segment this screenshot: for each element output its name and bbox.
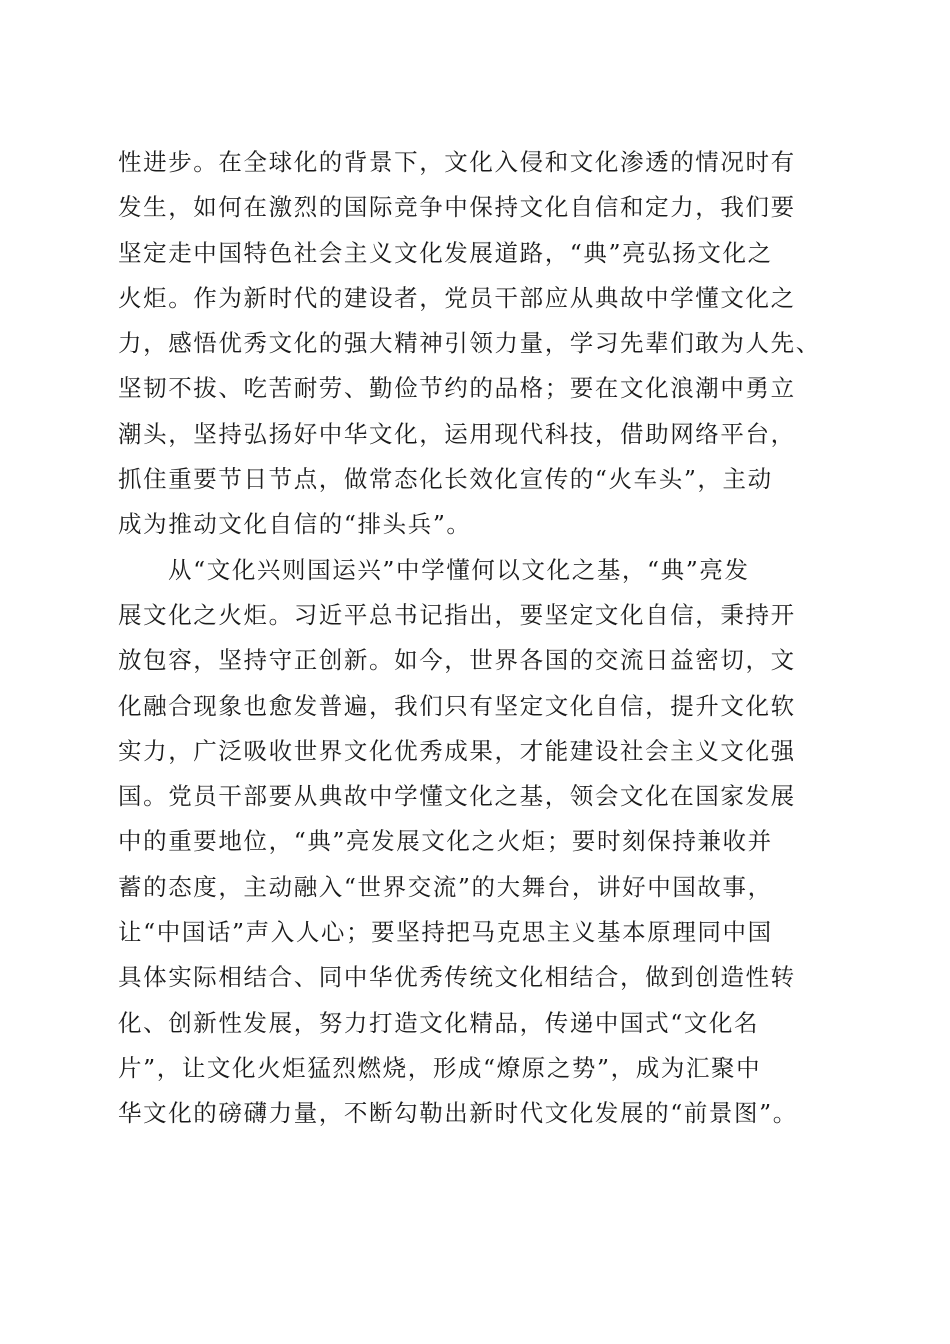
paragraph-line: 火炬。作为新时代的建设者，党员干部应从典故中学懂文化之: [118, 283, 796, 312]
paragraph-line: 国。党员干部要从典故中学懂文化之基，领会文化在国家发展: [118, 782, 796, 811]
paragraph-line: 放包容，坚持守正创新。如今，世界各国的交流日益密切，文: [118, 646, 796, 675]
paragraph-line: 潮头，坚持弘扬好中华文化，运用现代科技，借助网络平台，: [118, 419, 796, 448]
paragraph-line: 蓄的态度，主动融入“世界交流”的大舞台，讲好中国故事，: [118, 872, 773, 901]
paragraph-line: 坚韧不拔、吃苦耐劳、勤俭节约的品格；要在文化浪潮中勇立: [118, 374, 796, 403]
paragraph-line: 展文化之火炬。习近平总书记指出，要坚定文化自信，秉持开: [118, 600, 796, 629]
paragraph-line: 发生，如何在激烈的国际竞争中保持文化自信和定力，我们要: [118, 193, 796, 222]
paragraph-line: 成为推动文化自信的“排头兵”。: [118, 510, 472, 539]
paragraph-line: 华文化的磅礴力量，不断勾勒出新时代文化发展的“前景图”。: [118, 1099, 798, 1128]
paragraph-line: 化、创新性发展，努力打造文化精品，传递中国式“文化名: [118, 1008, 760, 1037]
paragraph-line: 抓住重要节日节点，做常态化长效化宣传的“火车头”，主动: [118, 465, 773, 494]
paragraph-line: 让“中国话”声入人心；要坚持把马克思主义基本原理同中国: [118, 918, 773, 947]
paragraph-line: 力，感悟优秀文化的强大精神引领力量，学习先辈们敢为人先、: [118, 329, 821, 358]
paragraph-line: 性进步。在全球化的背景下，文化入侵和文化渗透的情况时有: [118, 148, 796, 176]
paragraph-line: 从“文化兴则国运兴”中学懂何以文化之基，“典”亮发: [168, 555, 750, 584]
paragraph-line: 具体实际相结合、同中华优秀传统文化相结合，做到创造性转: [118, 963, 796, 992]
paragraph-2: [118, 548, 838, 1137]
paragraph-line: 坚定走中国特色社会主义文化发展道路，“典”亮弘扬文化之: [118, 238, 773, 267]
paragraph-line: 片”，让文化火炬猛烈燃烧，形成“燎原之势”，成为汇聚中: [118, 1053, 762, 1082]
document-body: [118, 140, 838, 1137]
paragraph-1: [118, 140, 838, 548]
paragraph-line: 实力，广泛吸收世界文化优秀成果，才能建设社会主义文化强: [118, 736, 796, 765]
paragraph-line: 中的重要地位，“典”亮发展文化之火炬；要时刻保持兼收并: [118, 827, 773, 856]
paragraph-line: 化融合现象也愈发普遍，我们只有坚定文化自信，提升文化软: [118, 691, 796, 720]
